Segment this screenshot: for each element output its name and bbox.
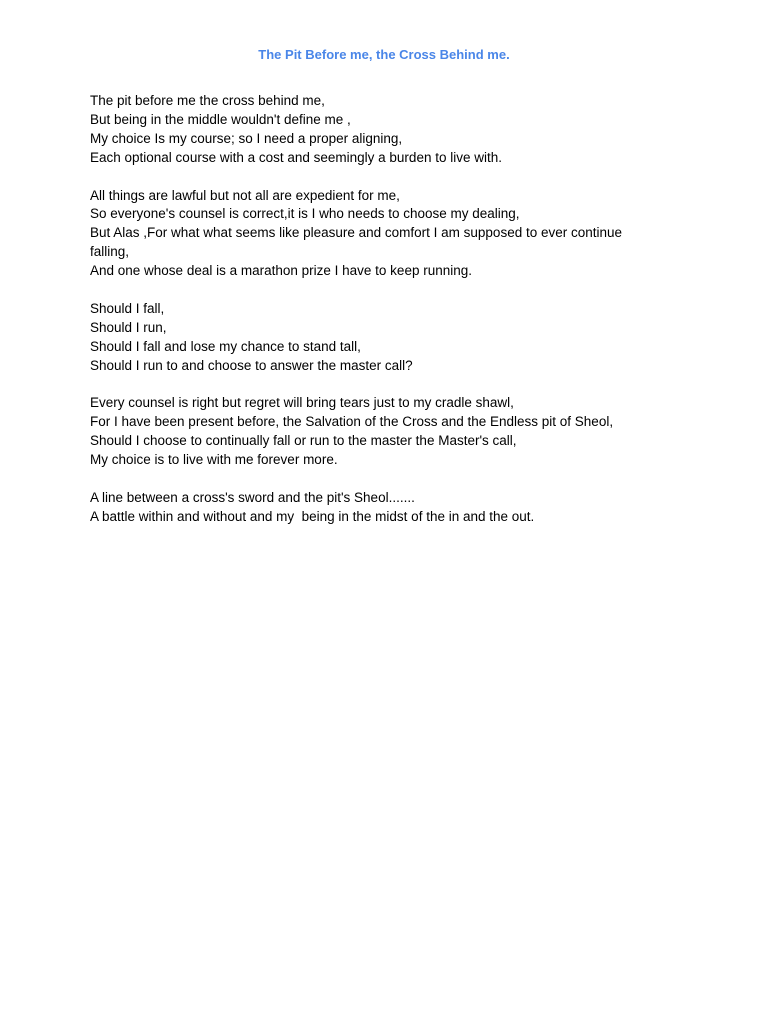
stanza-1 [90,92,680,168]
poem-line: Should I choose to continually fall or run to the master the Master's call, [90,433,517,449]
poem-line: So everyone's counsel is correct,it is I who needs to choose my dealing, [90,206,520,222]
poem-line: And one whose deal is a marathon prize I have to keep running. [90,263,472,279]
poem-line: Should I run to and choose to answer the master call? [90,357,413,373]
poem-line: For I have been present before, the Salvation of the Cross and the Endless pit of Sheol, [90,414,614,430]
poem-line: But Alas ,For what what seems like pleasure and comfort I am supposed to ever continue [90,225,623,241]
poem-body [90,92,680,546]
poem-line: Each optional course with a cost and seemingly a burden to live with. [90,149,502,165]
poem-line: falling, [90,244,130,260]
stanza-3 [90,300,680,376]
poem-line: My choice Is my course; so I need a proper aligning, [90,130,403,146]
poem-line: The pit before me the cross behind me, [90,93,325,108]
stanza-2 [90,187,680,282]
poem-line: A line between a cross's sword and the pit's Sheol....... [90,489,415,505]
poem-line: Every counsel is right but regret will bring tears just to my cradle shawl, [90,395,514,411]
stanza-5 [90,489,680,527]
document-title: The Pit Before me, the Cross Behind me. [258,47,510,62]
poem-line: All things are lawful but not all are expedient for me, [90,187,400,203]
stanza-4 [90,394,680,470]
poem-line: But being in the middle wouldn't define me , [90,111,351,127]
poem-line: A battle within and without and my being in the midst of the in and the out. [90,508,535,524]
poem-line: Should I fall and lose my chance to stand tall, [90,338,361,354]
poem-line: My choice is to live with me forever more. [90,452,338,468]
poem-line: Should I run, [90,319,167,335]
poem-line: Should I fall, [90,300,165,316]
